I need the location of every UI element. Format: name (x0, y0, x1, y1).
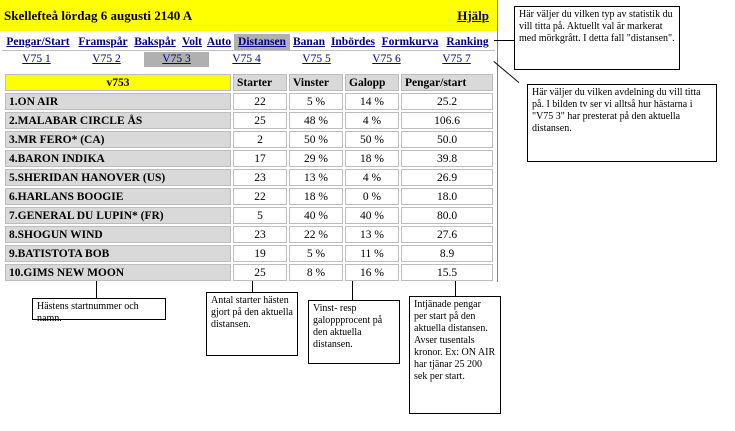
table-row (5, 245, 493, 262)
column-header-starter: Starter (233, 74, 287, 91)
table-row (5, 169, 493, 186)
table-row (5, 131, 493, 148)
tab-inbordes[interactable]: Inbördes (330, 36, 376, 48)
horse-name-cell: 6.HARLANS BOOGIE (5, 188, 231, 205)
horse-name-cell: 7.GENERAL DU LUPIN* (FR) (5, 207, 231, 224)
division-v75-1[interactable]: V75 1 (22, 53, 51, 65)
starter-cell: 2 (233, 131, 287, 148)
table-row (5, 188, 493, 205)
division-v75-6[interactable]: V75 6 (372, 53, 401, 65)
horse-name-cell: 10.GIMS NEW MOON (5, 264, 231, 281)
column-header-race: v753 (5, 74, 231, 91)
pengar-start-cell: 26.9 (401, 169, 493, 186)
tab-pengar-start[interactable]: Pengar/Start (6, 36, 70, 48)
starter-cell: 23 (233, 226, 287, 243)
stat-type-tabs (2, 34, 495, 50)
galopp-cell: 4 % (345, 112, 399, 129)
vinster-cell: 18 % (289, 188, 343, 205)
annotation-horse: Hästens startnummer och namn. (32, 298, 166, 320)
horse-name-cell: 2.MALABAR CIRCLE ÅS (5, 112, 231, 129)
galopp-cell: 14 % (345, 93, 399, 110)
galopp-cell: 4 % (345, 169, 399, 186)
pengar-start-cell: 39.8 (401, 150, 493, 167)
pengar-start-cell: 18.0 (401, 188, 493, 205)
galopp-cell: 13 % (345, 226, 399, 243)
table-row (5, 226, 493, 243)
tab-framspar[interactable]: Framspår (78, 36, 128, 48)
division-v75-5[interactable]: V75 5 (302, 53, 331, 65)
stats-table (3, 72, 495, 283)
tab-volt[interactable]: Volt (181, 36, 203, 48)
race-title: Skellefteå lördag 6 augusti 2140 A (4, 8, 193, 23)
vinster-cell: 29 % (289, 150, 343, 167)
pengar-start-cell: 27.6 (401, 226, 493, 243)
annotation-starts: Antal starter hästen gjort på den aktuella distansen. (206, 292, 298, 356)
starter-cell: 22 (233, 93, 287, 110)
horse-name-cell: 4.BARON INDIKA (5, 150, 231, 167)
galopp-cell: 18 % (345, 150, 399, 167)
tab-distansen[interactable]: Distansen (234, 34, 290, 50)
vinster-cell: 50 % (289, 131, 343, 148)
vinster-cell: 48 % (289, 112, 343, 129)
pengar-start-cell: 15.5 (401, 264, 493, 281)
starter-cell: 17 (233, 150, 287, 167)
starter-cell: 22 (233, 188, 287, 205)
tab-banan[interactable]: Banan (293, 36, 325, 48)
tab-backspar[interactable]: Bakspår (134, 36, 176, 48)
vinster-cell: 5 % (289, 93, 343, 110)
annotation-win-gallop: Vinst- resp galoppprocent på den aktuella distansen. (308, 300, 400, 364)
table-row (5, 264, 493, 281)
pointer-starts (252, 281, 253, 292)
division-v75-7[interactable]: V75 7 (442, 53, 471, 65)
starter-cell: 25 (233, 112, 287, 129)
starter-cell: 5 (233, 207, 287, 224)
help-link[interactable]: Hjälp (457, 8, 489, 23)
galopp-cell: 50 % (345, 131, 399, 148)
pengar-start-cell: 80.0 (401, 207, 493, 224)
tab-ranking[interactable]: Ranking (446, 36, 489, 48)
galopp-cell: 0 % (345, 188, 399, 205)
pengar-start-cell: 106.6 (401, 112, 493, 129)
tab-divider (2, 50, 495, 51)
pointer-horse (96, 281, 97, 298)
column-header-vinster: Vinster (289, 74, 343, 91)
table-row (5, 93, 493, 110)
tab-formkurva[interactable]: Formkurva (381, 36, 439, 48)
vinster-cell: 5 % (289, 245, 343, 262)
division-v75-2[interactable]: V75 2 (92, 53, 121, 65)
header-bar (0, 0, 497, 31)
stats-window (0, 0, 498, 282)
table-header-row (5, 74, 493, 91)
column-header-galopp: Galopp (345, 74, 399, 91)
annotation-division: Här väljer du vilken avdelning du vill titta på. I bilden tv ser vi alltså hur hästarna i "V75 3" har presterat på den aktuella distansen. (527, 84, 717, 162)
tab-auto[interactable]: Auto (206, 36, 232, 48)
horse-name-cell: 3.MR FERO* (CA) (5, 131, 231, 148)
division-v75-4[interactable]: V75 4 (232, 53, 261, 65)
vinster-cell: 13 % (289, 169, 343, 186)
starter-cell: 25 (233, 264, 287, 281)
pengar-start-cell: 25.2 (401, 93, 493, 110)
vinster-cell: 8 % (289, 264, 343, 281)
annotation-stat-type: Här väljer du vilken typ av statistik du vill titta på. Aktuellt val är markerat med mörkgrått. I detta fall "distansen". (514, 6, 680, 70)
horse-name-cell: 9.BATISTOTA BOB (5, 245, 231, 262)
column-header-pengar-start: Pengar/start (401, 74, 493, 91)
pengar-start-cell: 50.0 (401, 131, 493, 148)
galopp-cell: 16 % (345, 264, 399, 281)
division-tabs (2, 52, 495, 68)
vinster-cell: 40 % (289, 207, 343, 224)
galopp-cell: 40 % (345, 207, 399, 224)
annotation-money: Intjänade pengar per start på den aktuella distansen. Avser tusentals kronor. Ex: ON AIR har tjänar 25 200 sek per start. (409, 296, 501, 414)
division-v75-3[interactable]: V75 3 (144, 52, 209, 67)
table-row (5, 150, 493, 167)
horse-name-cell: 5.SHERIDAN HANOVER (US) (5, 169, 231, 186)
starter-cell: 23 (233, 169, 287, 186)
vinster-cell: 22 % (289, 226, 343, 243)
horse-name-cell: 1.ON AIR (5, 93, 231, 110)
table-row (5, 112, 493, 129)
table-row (5, 207, 493, 224)
horse-name-cell: 8.SHOGUN WIND (5, 226, 231, 243)
galopp-cell: 11 % (345, 245, 399, 262)
pointer-win-gallop (352, 281, 353, 300)
pointer-money (455, 281, 456, 296)
pengar-start-cell: 8.9 (401, 245, 493, 262)
pointer-stat-type (494, 40, 514, 41)
starter-cell: 19 (233, 245, 287, 262)
